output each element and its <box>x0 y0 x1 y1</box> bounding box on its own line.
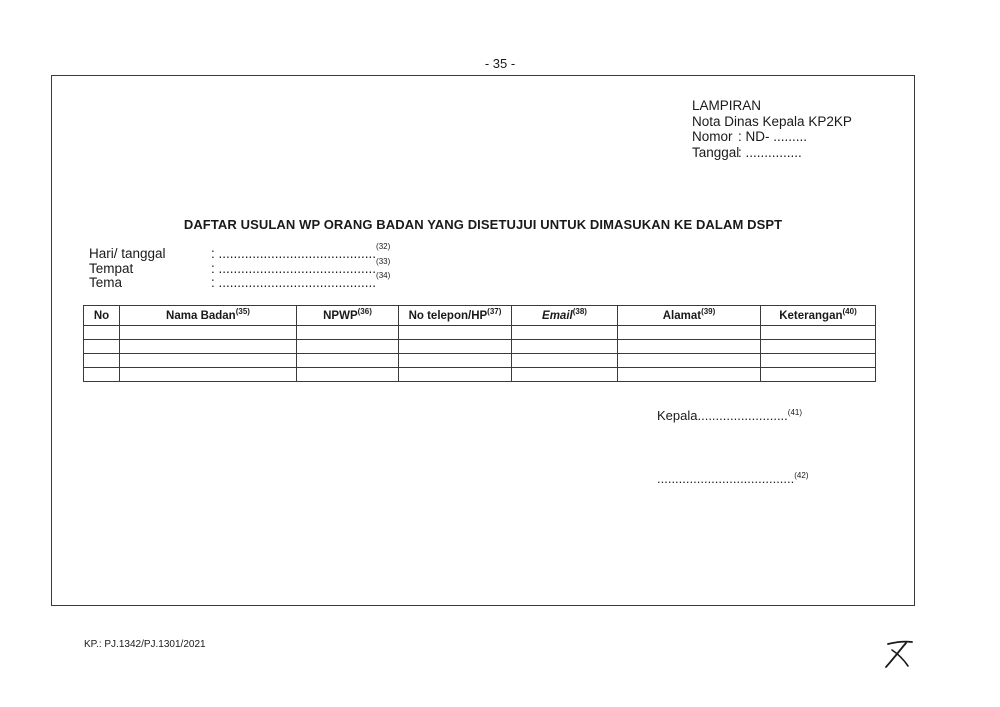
signature-name-ref: (42) <box>794 471 809 480</box>
meta-tema <box>89 271 391 291</box>
meta-fields <box>89 242 391 291</box>
header-keterangan: Keterangan$^{(40)}$ <box>761 306 876 326</box>
header-email: Email$^{(38)}$ <box>512 306 618 326</box>
nomor-value: : ND- ......... <box>738 129 808 144</box>
footer-reference: KP.: PJ.1342/PJ.1301/2021 <box>84 639 206 650</box>
appendix-line1: LAMPIRAN <box>692 98 762 113</box>
meta-label: Hari/ tanggal <box>89 246 166 261</box>
proposal-table <box>83 305 876 382</box>
handwritten-initial-icon <box>878 636 918 670</box>
table-row <box>84 354 876 368</box>
document-title: DAFTAR USULAN WP ORANG BADAN YANG DISETUJUI UNTUK DIMASUKAN KE DALAM DSPT <box>183 217 783 232</box>
document-frame <box>51 75 915 606</box>
meta-value: : .......................................... <box>211 275 377 290</box>
meta-ref: (33) <box>376 256 391 266</box>
appendix-tanggal <box>692 145 852 161</box>
tanggal-value: : ............... <box>738 144 802 160</box>
header-no: No <box>84 306 120 326</box>
tanggal-label: Tanggal <box>692 144 740 160</box>
header-nama-badan: Nama Badan$^{(35)}$ <box>120 306 297 326</box>
meta-ref: (34) <box>376 271 391 280</box>
meta-label: Tema <box>89 275 123 290</box>
signature-head <box>657 408 802 423</box>
signature-head-ref: (41) <box>787 408 803 417</box>
meta-label: Tempat <box>89 260 134 276</box>
table-row <box>84 326 876 340</box>
signature-name-text: ...................................... <box>657 471 795 486</box>
page-number: - 35 - <box>484 56 516 71</box>
header-alamat: Alamat$^{(39)}$ <box>618 306 761 326</box>
meta-tempat <box>89 256 391 277</box>
appendix-line2: Nota Dinas Kepala KP2KP <box>692 113 852 129</box>
appendix-nomor <box>692 129 852 145</box>
appendix-block <box>692 98 852 160</box>
table-row <box>84 368 876 382</box>
signature-head-text: Kepala......................... <box>657 408 788 423</box>
meta-hari-tanggal <box>89 242 391 262</box>
table-header-row <box>84 306 876 326</box>
table-row <box>84 340 876 354</box>
meta-value: : .......................................... <box>211 260 377 276</box>
meta-ref: (32) <box>376 242 391 251</box>
header-telepon: No telepon/HP$^{(37)}$ <box>399 306 512 326</box>
signature-name <box>657 471 808 486</box>
nomor-label: Nomor <box>692 129 733 144</box>
meta-value: : .......................................... <box>211 246 377 261</box>
header-npwp: NPWP$^{(36)}$ <box>297 306 399 326</box>
